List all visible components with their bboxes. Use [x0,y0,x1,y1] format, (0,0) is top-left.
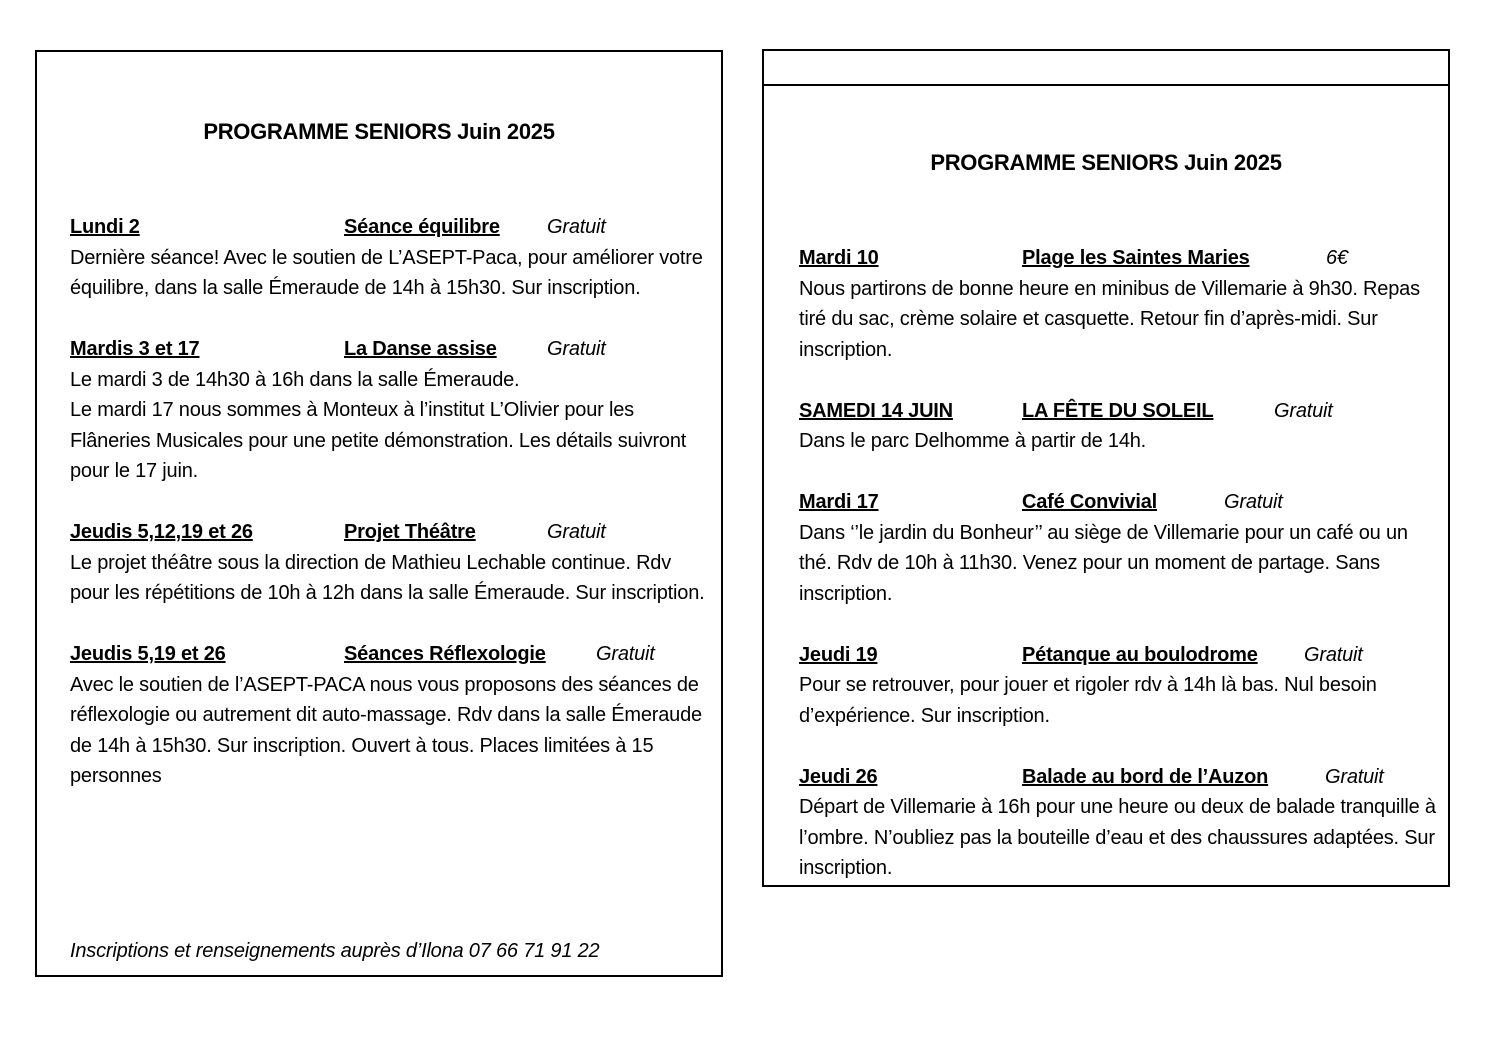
event-description-line: Dernière séance! Avec le soutien de L’ASEPT-Paca, pour améliorer votre équilibre, dans la salle Émeraude de 14h à 15h30. Sur inscription. [70,246,703,299]
event-list [799,243,1444,914]
event-description [70,243,710,304]
event-day: Jeudi 19 [799,643,878,666]
left-flyer-panel [35,50,723,977]
event-description [799,274,1444,366]
contact-footer: Inscriptions et renseignements auprès d’Ilona 07 66 71 91 22 [70,940,600,962]
event-day: Jeudis 5,12,19 et 26 [70,521,253,543]
event-price: Gratuit [596,643,655,665]
event-header [799,396,1444,427]
event-header [70,639,710,670]
event-description [799,426,1444,457]
event-price: Gratuit [1325,765,1384,788]
event-description-line: Le mardi 3 de 14h30 à 16h dans la salle Émeraude. [70,368,520,391]
event-entry [799,396,1444,457]
event-price: Gratuit [1224,491,1283,513]
event-entry [70,517,710,609]
event-description-line: Dans ‘’le jardin du Bonheur’’ au siège de Villemarie pour un café ou un thé. Rdv de 10h à 11h30. Venez pour un moment de partage. Sans inscription. [799,521,1408,605]
event-day: Lundi 2 [70,216,140,238]
event-title: Projet Théâtre [344,521,476,543]
event-day: Jeudi 26 [799,765,878,788]
event-header [799,243,1444,274]
event-entry [70,334,710,487]
event-description-line: Pour se retrouver, pour jouer et rigoler rdv à 14h là bas. Nul besoin d’expérience. Sur inscription. [799,674,1377,727]
event-header [799,487,1444,518]
event-entry [799,487,1444,609]
event-entry [70,212,710,304]
event-entry [799,243,1444,365]
event-description-line: Avec le soutien de l’ASEPT-PACA nous vous proposons des séances de réflexologie ou autrement dit auto-massage. Rdv dans la salle Émeraude de 14h à 15h30. Sur inscription. Ouvert à tous. Places limitées à 15 personnes [70,673,702,787]
event-entry [70,639,710,792]
event-price: Gratuit [547,521,606,543]
event-day: Jeudis 5,19 et 26 [70,643,226,665]
event-description-line: Dans le parc Delhomme à partir de 14h. [799,430,1147,452]
flyer-title: PROGRAMME SENIORS Juin 2025 [203,119,555,144]
right-flyer-panel [762,49,1450,887]
event-description [799,670,1444,731]
flyer-title: PROGRAMME SENIORS Juin 2025 [930,150,1282,175]
event-description-line: Départ de Villemarie à 16h pour une heure ou deux de balade tranquille à l’ombre. N’oubliez pas la bouteille d’eau et des chaussures adaptées. Sur inscription. [799,796,1436,879]
event-day: Mardi 17 [799,491,879,513]
event-description [70,670,710,792]
event-price: Gratuit [547,216,606,238]
event-title: Balade au bord de l’Auzon [1022,765,1269,788]
event-title: La Danse assise [344,338,497,360]
event-description [799,792,1444,884]
event-day: SAMEDI 14 JUIN [799,399,953,422]
event-header [70,212,710,243]
event-list [70,212,710,822]
event-description-line: Le mardi 17 nous sommes à Monteux à l’institut L’Olivier pour les Flâneries Musicales pour une petite démonstration. Les détails suivront pour le 17 juin. [70,399,687,482]
event-description-line: Le projet théâtre sous la direction de Mathieu Lechable continue. Rdv pour les répétitions de 10h à 12h dans la salle Émeraude. Sur inscription. [70,551,705,604]
event-price: Gratuit [1274,399,1333,422]
event-header [70,334,710,365]
event-price: Gratuit [1304,643,1363,666]
event-entry [799,762,1444,884]
event-day: Mardis 3 et 17 [70,338,200,360]
event-price: Gratuit [547,338,606,360]
event-price: 6€ [1326,247,1348,269]
event-title: Séances Réflexologie [344,643,546,665]
header-strip [764,51,1448,86]
event-title: Plage les Saintes Maries [1022,247,1250,269]
event-description [70,365,710,487]
event-title: Séance équilibre [344,216,500,238]
event-description [70,548,710,609]
event-description-line: Nous partirons de bonne heure en minibus de Villemarie à 9h30. Repas tiré du sac, crème solaire et casquette. Retour fin d’après-midi. Sur inscription. [799,277,1420,361]
event-title: LA FÊTE DU SOLEIL [1022,399,1214,422]
event-entry [799,640,1444,732]
event-description [799,518,1444,610]
event-title: Pétanque au boulodrome [1022,643,1258,666]
event-header [70,517,710,548]
event-day: Mardi 10 [799,247,879,269]
event-header [799,762,1444,793]
event-title: Café Convivial [1022,491,1158,513]
event-header [799,640,1444,671]
